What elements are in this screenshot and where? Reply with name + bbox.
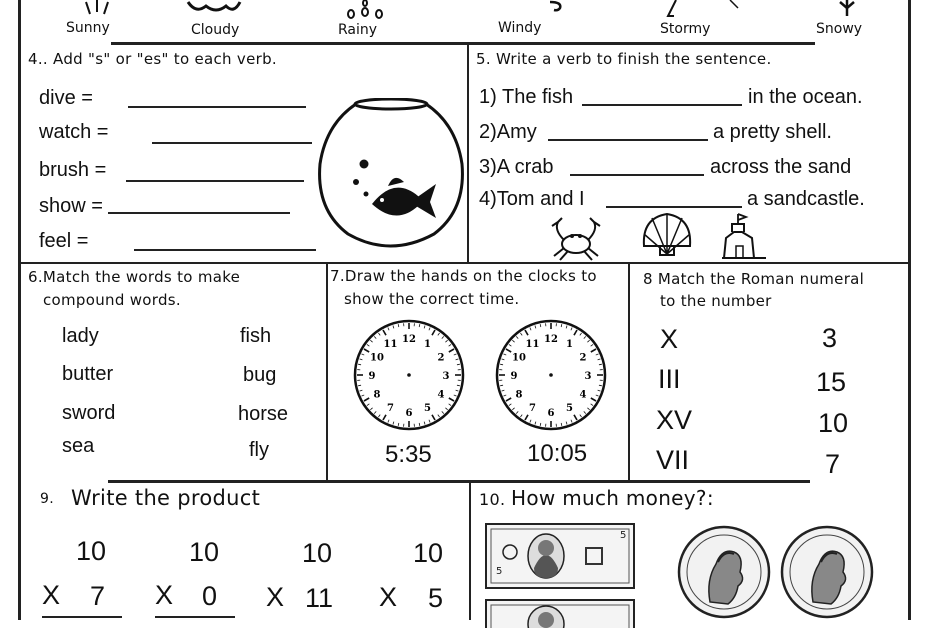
q5-sentence-2-start: 2)Amy bbox=[479, 121, 537, 144]
q9-problem-3-top: 10 bbox=[302, 538, 332, 569]
q6-title-line-2: compound words. bbox=[43, 291, 181, 309]
q6-left-word-1[interactable]: lady bbox=[62, 325, 99, 348]
five-dollar-bill-icon bbox=[484, 522, 636, 590]
clock-dial-number: 6 bbox=[548, 408, 555, 419]
weather-label-stormy: Stormy bbox=[660, 21, 710, 37]
q5-sentence-2-end: a pretty shell. bbox=[713, 121, 832, 144]
clock-face-2[interactable] bbox=[494, 318, 608, 432]
q8-roman-4[interactable]: VII bbox=[656, 445, 689, 476]
q4-verb-show: show = bbox=[39, 195, 103, 218]
svg-text:5: 5 bbox=[496, 566, 502, 577]
q9-problem-2-operator: X bbox=[155, 580, 173, 611]
q8-roman-2[interactable]: III bbox=[658, 364, 681, 395]
snowflake-icon bbox=[836, 0, 858, 18]
clock-dial-number: 10 bbox=[512, 353, 526, 364]
q5-sentence-4-start: 4)Tom and I bbox=[479, 188, 585, 211]
q9-title: Write the product bbox=[71, 486, 260, 510]
q4-answer-blank-2[interactable] bbox=[152, 142, 312, 144]
q8-title-line-2: to the number bbox=[660, 292, 772, 310]
clock-dial-number: 3 bbox=[443, 371, 450, 382]
q9-problem-4-top: 10 bbox=[413, 538, 443, 569]
divider-top bbox=[111, 42, 815, 45]
clock-dial-number: 8 bbox=[515, 390, 522, 401]
q5-sentence-1-start: 1) The fish bbox=[479, 86, 573, 109]
clock-dial-number: 11 bbox=[526, 339, 540, 350]
q5-sentence-4-end: a sandcastle. bbox=[747, 188, 865, 211]
clock-dial-number: 3 bbox=[585, 371, 592, 382]
clock-dial-number: 9 bbox=[511, 371, 518, 382]
q9-problem-4-bottom: 5 bbox=[428, 583, 443, 614]
rain-icon bbox=[343, 0, 389, 20]
divider-row2 bbox=[20, 262, 908, 264]
weather-label-sunny: Sunny bbox=[66, 20, 110, 36]
q4-verb-feel: feel = bbox=[39, 230, 88, 253]
clock-dial-number: 6 bbox=[406, 408, 413, 419]
q9-problem-1-top: 10 bbox=[76, 536, 106, 567]
q8-number-3[interactable]: 10 bbox=[818, 408, 848, 439]
q5-answer-blank-4[interactable] bbox=[606, 206, 742, 208]
fishbowl-icon bbox=[312, 98, 470, 250]
clock-dial-number: 12 bbox=[402, 334, 416, 345]
q5-answer-blank-3[interactable] bbox=[570, 174, 704, 176]
clock-dial-number: 1 bbox=[424, 339, 431, 350]
q9-problem-2-answer-line[interactable] bbox=[155, 616, 235, 618]
clock-dial-number: 1 bbox=[566, 339, 573, 350]
page-border-right bbox=[908, 0, 911, 620]
clock-dial-number: 5 bbox=[566, 403, 573, 414]
q5-sentence-1-end: in the ocean. bbox=[748, 86, 863, 109]
q8-roman-1[interactable]: X bbox=[660, 324, 678, 355]
cloud-icon bbox=[186, 0, 242, 14]
clock-dial-number: 9 bbox=[369, 371, 376, 382]
clock-dial-number: 8 bbox=[373, 390, 380, 401]
q8-title-line-1: 8 Match the Roman numeral bbox=[643, 270, 864, 288]
q6-left-word-4[interactable]: sea bbox=[62, 435, 94, 458]
weather-label-cloudy: Cloudy bbox=[191, 22, 239, 38]
q8-number-4[interactable]: 7 bbox=[825, 449, 840, 480]
q4-title: 4.. Add "s" or "es" to each verb. bbox=[28, 50, 277, 68]
q7-title-line-1: 7.Draw the hands on the clocks to bbox=[330, 267, 597, 285]
q4-answer-blank-5[interactable] bbox=[134, 249, 316, 251]
q5-sentence-3-end: across the sand bbox=[710, 156, 851, 179]
q6-right-word-2[interactable]: bug bbox=[243, 364, 276, 387]
q9-problem-3-bottom: 11 bbox=[305, 583, 333, 614]
q4-answer-blank-1[interactable] bbox=[128, 106, 306, 108]
weather-label-snowy: Snowy bbox=[816, 21, 862, 37]
q9-problem-2-bottom: 0 bbox=[202, 581, 217, 612]
q5-answer-blank-2[interactable] bbox=[548, 139, 708, 141]
page-border-left bbox=[18, 0, 21, 620]
weather-label-windy: Windy bbox=[498, 20, 541, 36]
q8-number-2[interactable]: 15 bbox=[816, 367, 846, 398]
q4-verb-dive: dive = bbox=[39, 87, 93, 110]
q4-answer-blank-4[interactable] bbox=[108, 212, 290, 214]
clock-dial-number: 10 bbox=[370, 353, 384, 364]
weather-label-rainy: Rainy bbox=[338, 22, 377, 38]
q4-verb-watch: watch = bbox=[39, 121, 108, 144]
q8-number-1[interactable]: 3 bbox=[822, 323, 837, 354]
q5-answer-blank-1[interactable] bbox=[582, 104, 742, 106]
q9-problem-1-bottom: 7 bbox=[90, 581, 105, 612]
q8-roman-3[interactable]: XV bbox=[656, 405, 692, 436]
clock-dial-number: 5 bbox=[424, 403, 431, 414]
quarter-coin-icon-2 bbox=[779, 524, 875, 620]
five-dollar-bill-icon-2 bbox=[484, 598, 636, 628]
seashell-icon bbox=[638, 210, 696, 260]
q9-problem-1-answer-line[interactable] bbox=[42, 616, 122, 618]
divider-q6-q7 bbox=[326, 262, 328, 482]
q9-problem-1-operator: X bbox=[42, 580, 60, 611]
q10-title: How much money?: bbox=[511, 486, 714, 510]
clock-dial-number: 2 bbox=[580, 353, 587, 364]
divider-q9-q10 bbox=[469, 482, 471, 620]
clock-center bbox=[549, 373, 553, 377]
q10-title-number: 10. bbox=[479, 490, 505, 509]
q6-title-line-1: 6.Match the words to make bbox=[28, 268, 240, 286]
svg-text:5: 5 bbox=[620, 530, 626, 541]
divider-row3 bbox=[108, 480, 810, 483]
q9-problem-4-operator: X bbox=[379, 582, 397, 613]
quarter-coin-icon bbox=[676, 524, 772, 620]
q4-verb-brush: brush = bbox=[39, 159, 106, 182]
q6-left-word-3[interactable]: sword bbox=[62, 402, 115, 425]
q9-problem-3-operator: X bbox=[266, 582, 284, 613]
q9-problem-2-top: 10 bbox=[189, 537, 219, 568]
clock-face-1[interactable] bbox=[352, 318, 466, 432]
q6-right-word-3[interactable]: horse bbox=[238, 403, 288, 426]
q4-answer-blank-3[interactable] bbox=[126, 180, 304, 182]
divider-q7-q8 bbox=[628, 262, 630, 482]
sandcastle-icon bbox=[720, 210, 770, 260]
q7-title-line-2: show the correct time. bbox=[344, 290, 519, 308]
clock-dial-number: 11 bbox=[384, 339, 398, 350]
clock-dial-number: 7 bbox=[529, 403, 536, 414]
q6-right-word-1[interactable]: fish bbox=[240, 325, 271, 348]
q5-sentence-3-start: 3)A crab bbox=[479, 156, 553, 179]
clock-center bbox=[407, 373, 411, 377]
clock-dial-number: 4 bbox=[580, 390, 587, 401]
crab-icon bbox=[548, 216, 604, 262]
q9-title-number: 9. bbox=[40, 491, 54, 507]
clock-time-2: 10:05 bbox=[527, 440, 587, 468]
q6-left-word-2[interactable]: butter bbox=[62, 363, 113, 386]
clock-dial-number: 4 bbox=[438, 390, 445, 401]
clock-dial-number: 2 bbox=[438, 353, 445, 364]
clock-dial-number: 12 bbox=[544, 334, 558, 345]
clock-dial-number: 7 bbox=[387, 403, 394, 414]
lightning-icon bbox=[658, 0, 748, 20]
q5-title: 5. Write a verb to finish the sentence. bbox=[476, 50, 772, 68]
clock-time-1: 5:35 bbox=[385, 441, 432, 469]
wind-icon bbox=[548, 0, 568, 12]
sun-icon bbox=[82, 0, 112, 18]
q6-right-word-4[interactable]: fly bbox=[249, 439, 269, 462]
